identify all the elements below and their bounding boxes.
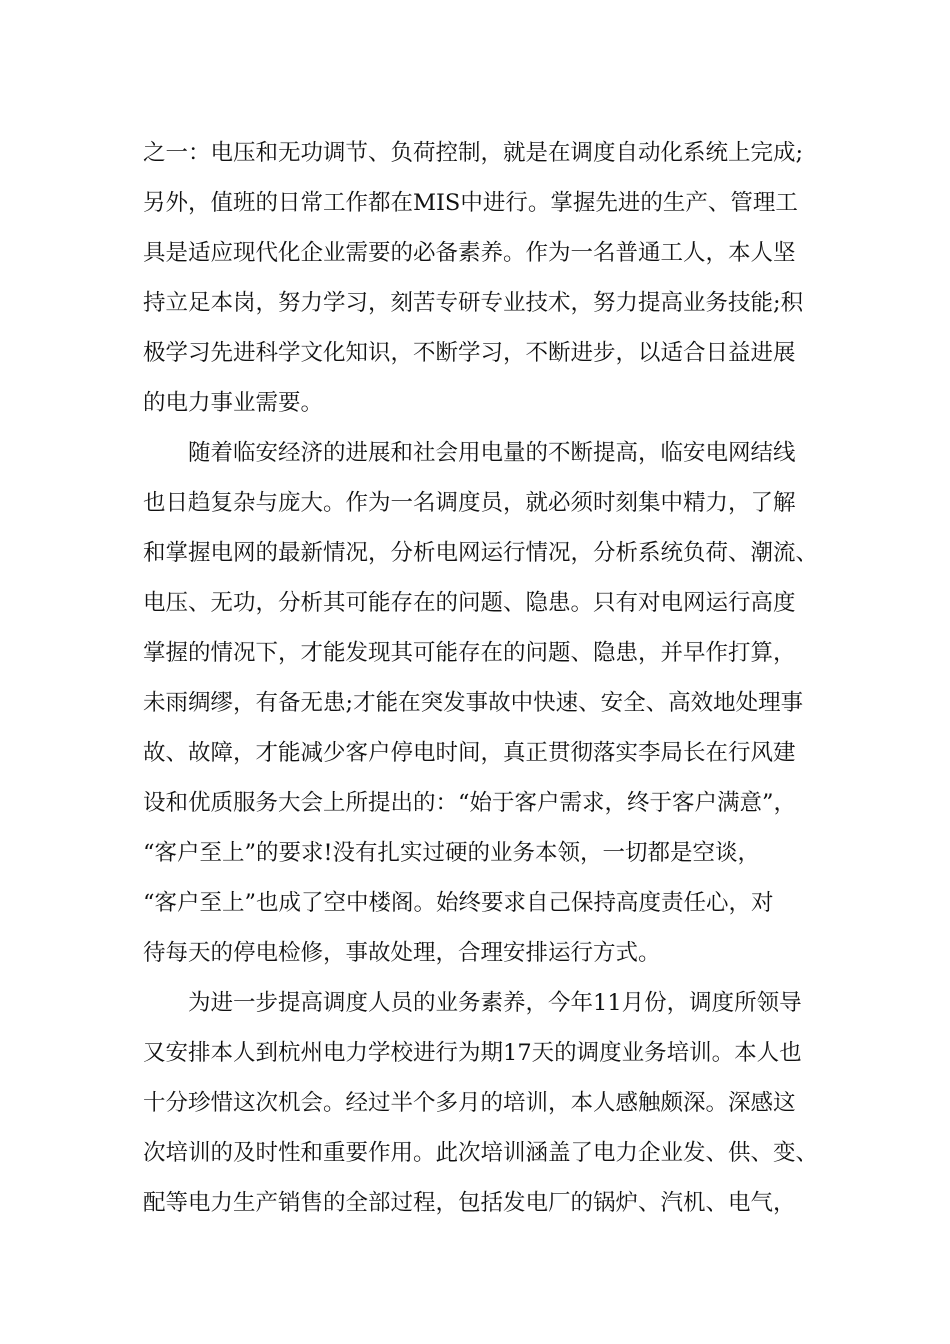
text-line: 又安排本人到杭州电力学校进行为期17天的调度业务培训。本人也 [143,1040,802,1066]
text-line: 未雨绸缪，有备无患;才能在突发事故中快速、安全、高效地处理事 [143,690,804,716]
text-line: 十分珍惜这次机会。经过半个多月的培训，本人感触颇深。深感这 [143,1090,796,1116]
text-line: 持立足本岗，努力学习，刻苦专研专业技术，努力提高业务技能;积 [143,290,804,316]
paragraph-3 [143,978,833,1228]
text-line: “客户至上”也成了空中楼阁。始终要求自己保持高度责任心，对 [143,890,774,916]
text-line: 为进一步提高调度人员的业务素养，今年11月份，调度所领导 [188,990,802,1016]
text-line: 设和优质服务大会上所提出的：“始于客户需求，终于客户满意”， [143,790,797,816]
text-line: 的电力事业需要。 [143,390,324,416]
text-line: 具是适应现代化企业需要的必备素养。作为一名普通工人，本人坚 [143,240,796,266]
document-body [143,128,833,1228]
text-line: 待每天的停电检修，事故处理，合理安排运行方式。 [143,940,661,966]
text-line: 也日趋复杂与庞大。作为一名调度员，就必须时刻集中精力，了解 [143,490,796,516]
paragraph-2 [143,428,833,978]
text-line: 和掌握电网的最新情况，分析电网运行情况，分析系统负荷、潮流、 [143,540,819,566]
text-line: 另外，值班的日常工作都在MIS中进行。掌握先进的生产、管理工 [143,190,798,216]
text-line: 次培训的及时性和重要作用。此次培训涵盖了电力企业发、供、变、 [143,1140,819,1166]
text-line: 掌握的情况下，才能发现其可能存在的问题、隐患，并早作打算， [143,640,796,666]
text-line: 之一：电压和无功调节、负荷控制，就是在调度自动化系统上完成; [143,140,804,166]
text-line: “客户至上”的要求!没有扎实过硬的业务本领，一切都是空谈， [143,840,761,866]
text-line: 极学习先进科学文化知识，不断学习，不断进步，以适合日益进展 [143,340,796,366]
paragraph-1 [143,128,833,428]
text-line: 随着临安经济的进展和社会用电量的不断提高，临安电网结线 [188,440,796,466]
text-line: 故、故障，才能减少客户停电时间，真正贯彻落实李局长在行风建 [143,740,796,766]
text-line: 电压、无功，分析其可能存在的问题、隐患。只有对电网运行高度 [143,590,796,616]
text-line: 配等电力生产销售的全部过程，包括发电厂的锅炉、汽机、电气， [143,1190,796,1216]
